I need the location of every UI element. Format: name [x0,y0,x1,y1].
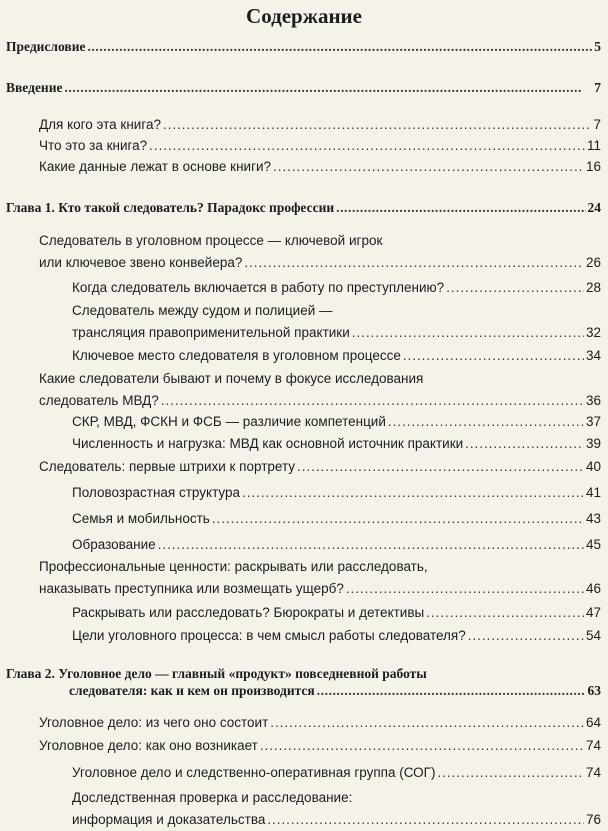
toc-entry-title: трансляция правоприменительной практики [72,325,350,340]
toc-entry-page-number: 43 [585,511,601,526]
toc-entry[interactable] [39,735,601,757]
toc-entry-page-number: 64 [585,715,601,730]
toc-entry[interactable] [39,230,601,274]
toc-entry-title-line: Какие следователи бывают и почему в фокусе исследования [39,371,424,386]
dot-leader [317,682,586,699]
toc-entry-title: Численность и нагрузка: МВД как основной источник практики [72,436,464,451]
dot-leader [267,809,584,831]
toc-entry-title: Предисловие [6,39,86,54]
toc-entry-page-number: 45 [585,537,601,552]
toc-entry-title: Образование [72,537,156,552]
toc-entry-title: следователь МВД? [39,393,159,408]
toc-entry-title: Ключевое место следователя в уголовном процессе [72,348,401,363]
toc-entry-title: Когда следователь включается в работу по преступлению? [72,280,445,295]
toc-entry[interactable] [72,762,601,784]
dot-leader [270,712,584,734]
toc-entry[interactable] [72,625,601,647]
toc-entry-title: СКР, МВД, ФСКН и ФСБ — различие компетенций [72,414,386,429]
dot-leader [161,390,584,412]
dot-leader [388,411,584,433]
toc-entry-page-number: 39 [585,436,601,451]
toc-entry-title-line: Следователь в уголовном процессе — ключевой игрок [39,233,383,248]
toc-entry-title: Уголовное дело: как оно возникает [39,738,258,753]
toc-entry-title: Цели уголовного процесса: в чем смысл работы следователя? [72,628,466,643]
toc-entry-page-number: 7 [594,80,601,95]
dot-leader [426,602,584,624]
toc-entry[interactable] [72,345,601,367]
toc-entry[interactable] [39,556,601,600]
toc-entry-title: Раскрывать или расследовать? Бюрократы и детективы [72,605,425,620]
dot-leader [437,762,583,784]
toc-entry[interactable] [72,277,601,299]
toc-entry[interactable] [72,787,601,831]
toc-entry-page-number: 74 [585,738,601,753]
toc-entry-title: наказывать преступника или возмещать ущерб? [39,581,344,596]
toc-entry-page-number: 40 [585,459,601,474]
toc-entry-title: Глава 1. Кто такой следователь? Парадокс профессии [6,200,335,215]
dot-leader [465,433,584,455]
toc-entry[interactable] [39,135,601,157]
toc-entry-title: Следователь: первые штрихи к портрету [39,459,296,474]
dot-leader [87,38,592,55]
dot-leader [403,345,584,367]
toc-entry-page-number: 34 [585,348,601,363]
toc-entry[interactable] [39,156,601,178]
dot-leader [260,735,584,757]
toc-entry[interactable] [72,508,601,530]
dot-leader [149,135,585,157]
toc-entry-page-number: 28 [585,280,601,295]
toc-entry[interactable] [72,602,601,624]
toc-entry-title: следователя: как и кем он производится [69,683,315,698]
toc-entry-title: Половозрастная структура [72,485,241,500]
toc-entry-title: Введение [6,80,63,95]
toc-entry-title-line: Глава 2. Уголовное дело — главный «продукт» повседневной работы [6,666,427,681]
toc-entry-title-line: Профессиональные ценности: раскрывать или расследовать, [39,559,428,574]
toc-entry-title: Уголовное дело: из чего оно состоит [39,715,269,730]
toc-entry[interactable] [39,368,601,412]
dot-leader [352,322,584,344]
dot-leader [163,114,592,136]
dot-leader [446,277,584,299]
toc-entry-title: Семья и мобильность [72,511,210,526]
toc-entry[interactable] [6,199,601,216]
page-title: Содержание [246,4,362,28]
toc-entry[interactable] [6,38,601,55]
toc-entry-page-number: 37 [585,414,601,429]
dot-leader [158,534,584,556]
toc-entry-page-number: 16 [585,159,601,174]
toc-entry-title: или ключевое звено конвейера? [39,255,243,270]
dot-leader [212,508,584,530]
toc-entry-title: информация и доказательства [72,812,266,827]
dot-leader [242,482,584,504]
toc-entry-page-number: 47 [585,605,601,620]
dot-leader [346,578,584,600]
toc-entry-page-number: 74 [585,765,601,780]
toc-entry[interactable] [72,534,601,556]
toc-entry-page-number: 5 [594,39,601,54]
toc-entry[interactable] [39,456,601,478]
toc-entry-page-number: 46 [585,581,601,596]
toc-entry-title: Для кого эта книга? [39,117,161,132]
toc-entry-page-number: 41 [585,485,601,500]
toc-entry-page-number: 54 [585,628,601,643]
dot-leader [336,199,585,216]
toc-entry[interactable] [39,712,601,734]
toc-entry-page-number: 63 [587,683,601,698]
toc-entry-page-number: 36 [585,393,601,408]
toc-entry-page-number: 11 [586,138,601,153]
dot-leader [468,625,584,647]
toc-entry[interactable] [72,433,601,455]
toc-entry[interactable] [72,411,601,433]
toc-entry[interactable] [39,114,601,136]
toc-entry-title-line: Доследственная проверка и расследование: [72,790,353,805]
dot-leader [244,252,584,274]
dot-leader [64,79,592,96]
toc-entry[interactable] [6,665,601,699]
dot-leader [273,156,584,178]
toc-entry[interactable] [6,79,601,96]
toc-entry-page-number: 7 [593,117,601,132]
toc-entry-page-number: 26 [585,255,601,270]
toc-entry-title: Уголовное дело и следственно-оперативная группа (СОГ) [72,765,436,780]
toc-entry-page-number: 76 [585,812,601,827]
toc-entry-title: Что это за книга? [39,138,148,153]
dot-leader [297,456,584,478]
toc-entry-title-line: Следователь между судом и полицией — [72,303,333,318]
toc-entry[interactable] [72,482,601,504]
toc-entry[interactable] [72,300,601,344]
toc-entry-title: Какие данные лежат в основе книги? [39,159,272,174]
toc-entry-page-number: 32 [585,325,601,340]
toc-entry-page-number: 24 [587,200,601,215]
